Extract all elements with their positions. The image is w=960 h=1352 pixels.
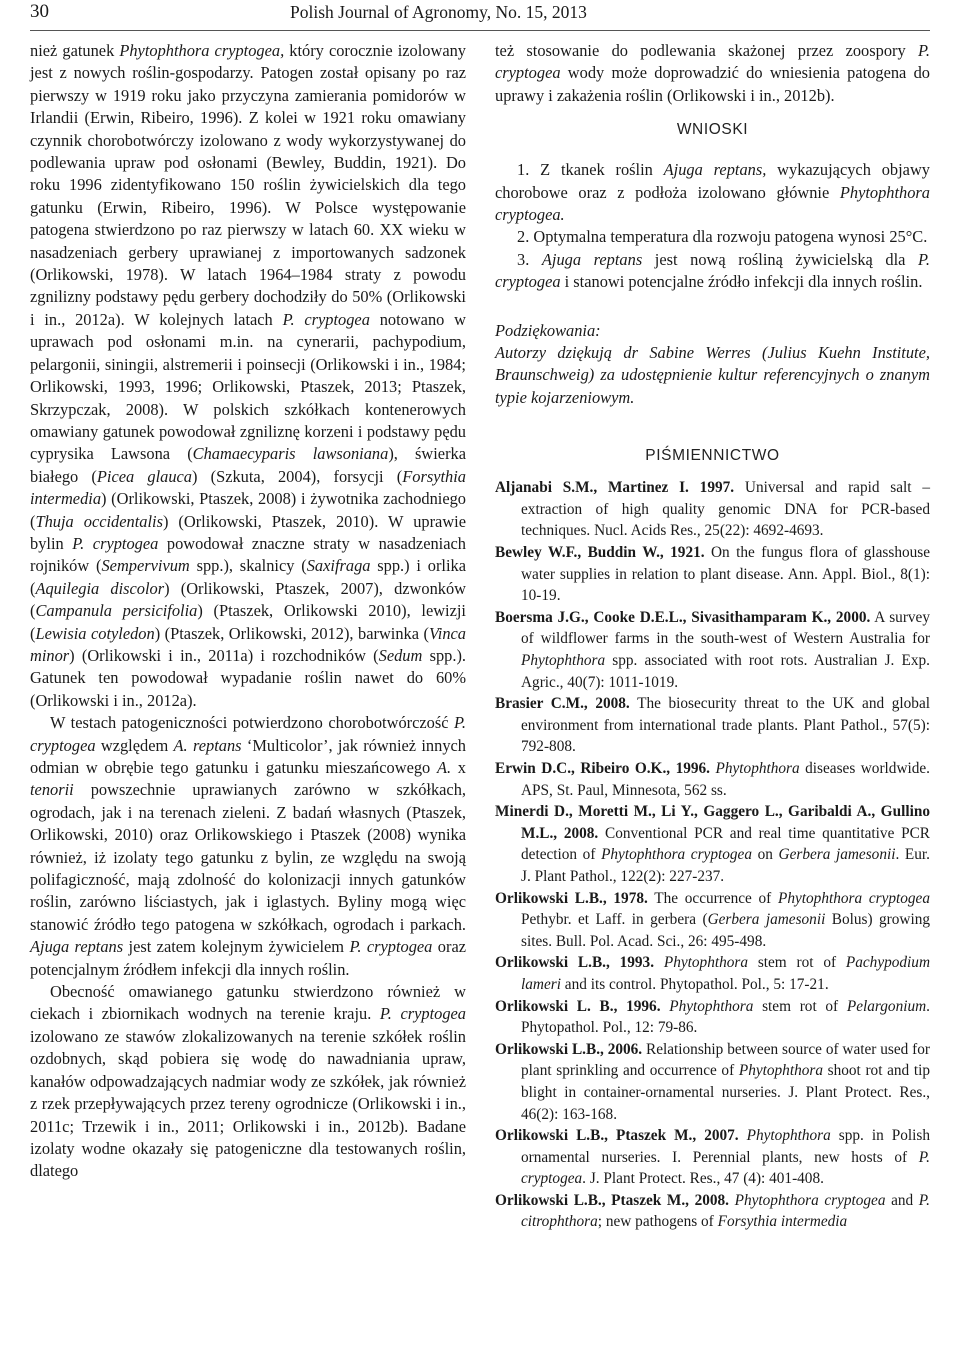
page-number: 30 xyxy=(30,1,49,22)
reference-item: Orlikowski L. B., 1996. Phytophthora stem rot of Pelargonium. Phytopathol. Pol., 12: 79-86. xyxy=(495,997,930,1037)
reference-item: Boersma J.G., Cooke D.E.L., Sivasithamparam K., 2000. A survey of wildflower farms in the south-west of Western Australia for Phytophthora spp. associated with root rots. Australian J. Exp. Agric., 40(7): 1011-1019. xyxy=(495,608,930,691)
conclusions-heading: WNIOSKI xyxy=(676,121,749,139)
body-paragraph-1: nież gatunek Phytophthora cryptogea, który corocznie izolowany jest z nowych roślin-gospodarzy. Patogen został opisany po raz pierwszy w 1919 roku jako przyczyna zamierania pomidorów w Irlandii (Erwin, Ribeiro, 1996). Z kolei w 1921 roku omawiany czynnik chorobotwórczy izolowano z wody wykorzystywanej do podlewania upraw pod osłonami (Bewley, Buddin, 1921). Do roku 1996 zidentyfikowano 150 roślin żywicielskich dla tego gatunku (Erwin, Ribeiro, 1996). W Polsce występowanie patogena stwierdzono po raz pierwszy w latach 60. XX wieku w nasadzeniach gerbery uprawianej z importowanych sadzonek (Orlikowski, 1978). W latach 1964–1984 straty z powodu zgnilizny podstawy pędu gerbery dochodziły do 50% (Orlikowski i in., 2012a). W kolejnych latach P. cryptogea notowano w uprawach pod osłonami m.in. na cynerarii, pachypodium, pelargonii, siningii, alstremerii i poinsecji (Orlikowski i in., 1984; Orlikowski, 1993, 1996; Orlikowski, Ptaszek, 2013; Ptaszek, Skrzypczak, 2008). W polskich szkółkach kontenerowych omawiany gatunek powodował zgniliznę korzeni i podstawy pędu cyprysika Lawsona (Chamaecyparis lawsoniana), świerka białego (Picea glauca) (Szkuta, 2004), forsycji (Forsythia intermedia) (Orlikowski, Ptaszek, 2008) i żywotnika zachodniego (Thuja occidentalis) (Orlikowski, Ptaszek, 2010). W uprawie bylin P. cryptogea powodował znaczne straty w nasadzeniach rojników (Sempervivum spp.), skalnicy (Saxifraga spp.) i orlika (Aquilegia discolor) (Orlikowski, Ptaszek, 2007), dzwonków (Campanula persicifolia) (Ptaszek, Orlikowski 2010), lewizji (Lewisia cotyledon) (Ptaszek, Orlikowski, 2012), barwinka (Vinca minor) (Orlikowski i in., 2011a) i rozchodników (Sedum spp.). Gatunek ten powodował wypadanie roślin nawet do 60% (Orlikowski i in., 2012a). xyxy=(30,41,467,710)
references-list xyxy=(495,477,930,1233)
right-column xyxy=(495,40,930,1233)
reference-item: Bewley W.F., Buddin W., 1921. On the fungus flora of glasshouse water supplies in relation to plant disease. Ann. Appl. Biol., 8(1): 10-19. xyxy=(495,544,931,605)
reference-item: Orlikowski L.B., Ptaszek M., 2008. Phytophthora cryptogea and P. citrophthora; new pathogens of Forsythia intermedia xyxy=(495,1191,930,1231)
acknowledgements-title: Podziękowania: xyxy=(495,320,601,340)
references-heading: PIŚMIENNICTWO xyxy=(645,447,780,465)
acknowledgements-text: Autorzy dziękują dr Sabine Werres (Julius Kuehn Institute, Braunschweig) za udostępnienie kultur referencyjnych o znanym typie kojarzeniowym. xyxy=(495,343,930,407)
reference-item: Minerdi D., Moretti M., Li Y., Gaggero L., Garibaldi A., Gullino M.L., 2008. Conventional PCR and real time quantitative PCR detection of Phytophthora cryptogea on Gerbera jamesonii. Eur. J. Plant Pathol., 122(2): 227-237. xyxy=(495,803,930,885)
reference-item: Orlikowski L.B., 1978. The occurrence of Phytophthora cryptogea Pethybr. et Laff. in gerbera (Gerbera jamesonii Bolus) growing sites. Bull. Pol. Acad. Sci., 26: 495-498. xyxy=(495,889,931,950)
reference-item: Orlikowski L.B., 2006. Relationship between source of water used for plant sprinkling and occurrence of Phytophthora shoot rot and tip blight in container-ornamental nurseries. J. Plant Protect. Res., 46(2): 163-168. xyxy=(495,1040,931,1123)
reference-item: Erwin D.C., Ribeiro O.K., 1996. Phytophthora diseases worldwide. APS, St. Paul, Minnesota, 562 ss. xyxy=(495,760,931,799)
reference-item: Orlikowski L.B., Ptaszek M., 2007. Phytophthora spp. in Polish ornamental nurseries. I. Perennial plants, new hosts of P. cryptogea. J. Plant Protect. Res., 47 (4): 401-408. xyxy=(495,1127,931,1188)
reference-item: Aljanabi S.M., Martinez I. 1997. Universal and rapid salt – extraction of high quality genomic DNA for PCR-based techniques. Nucl. Acids Res., 25(22): 4692-4693. xyxy=(495,479,930,540)
conclusion-item: 2. Optymalna temperatura dla rozwoju patogena wynosi 25°C. xyxy=(517,227,928,247)
journal-title: Polish Journal of Agronomy, No. 15, 2013 xyxy=(290,2,587,22)
reference-item: Brasier C.M., 2008. The biosecurity threat to the UK and global environment from international trade plants. Plant Pathol., 57(5): 792-808. xyxy=(495,695,930,756)
body-paragraph-2: W testach patogeniczności potwierdzono chorobotwórczość P. cryptogea względem A. reptans ‘Multicolor’, jak również innych odmian w obrębie tego gatunku i gatunku mieszańcowego A. x tenorii powszechnie uprawianych zarówno w szkółkach, ogrodach, jak i na terenach zieleni. Z badań własnych (Ptaszek, Orlikowski, 2010) oraz Orlikowskiego i Ptaszek (2008) wynika również, iż izolaty tego gatunku z bylin, ze względu na swoją polifagiczność, mają zdolność do kolonizacji innych gatunków roślin, zarówno liściastych, jak i iglastych. Byliny mogą więc stanowić źródło tego patogena w szkółkach, ogrodach i parkach. Ajuga reptans jest zatem kolejnym żywicielem P. cryptogea oraz potencjalnym źródłem infekcji dla innych roślin. xyxy=(30,713,466,979)
conclusions-list xyxy=(495,159,930,293)
continued-paragraph: też stosowanie do podlewania skażonej przez zoospory P. cryptogea wody może doprowadzić do wniesienia patogena do uprawy i zakażenia roślin (Orlikowski i in., 2012b). xyxy=(495,41,930,105)
body-paragraph-3: Obecność omawianego gatunku stwierdzono również w ciekach i zbiornikach wodnych na terenie kraju. P. cryptogea izolowano ze stawów zlokalizowanych na terenie szkółek roślin ozdobnych, skąd pobiera się wodę do nawadniania upraw, kanałów odpowadzających nadmiar wody ze szkółek, jak również z rzek przepływających przez tereny ogrodnicze (Orlikowski i in., 2011c; Trzewik i in., 2011; Orlikowski i in., 2012b). Badane izolaty wodne okazały się patogeniczne dla testowanych roślin, dlatego xyxy=(30,982,466,1181)
conclusion-item: 1. Z tkanek roślin Ajuga reptans, wykazujących objawy chorobowe oraz z podłoża izolowano głównie Phytophthora cryptogea. xyxy=(495,160,930,225)
left-column xyxy=(30,40,466,1183)
header-rule xyxy=(30,30,930,31)
acknowledgements xyxy=(495,320,930,410)
reference-item: Orlikowski L.B., 1993. Phytophthora stem rot of Pachypodium lameri and its control. Phytopathol. Pol., 5: 17-21. xyxy=(495,954,931,993)
conclusion-item: 3. Ajuga reptans jest nową rośliną żywicielską dla P. cryptogea i stanowi potencjalne źródło infekcji dla innych roślin. xyxy=(495,249,930,292)
running-header xyxy=(30,0,930,24)
